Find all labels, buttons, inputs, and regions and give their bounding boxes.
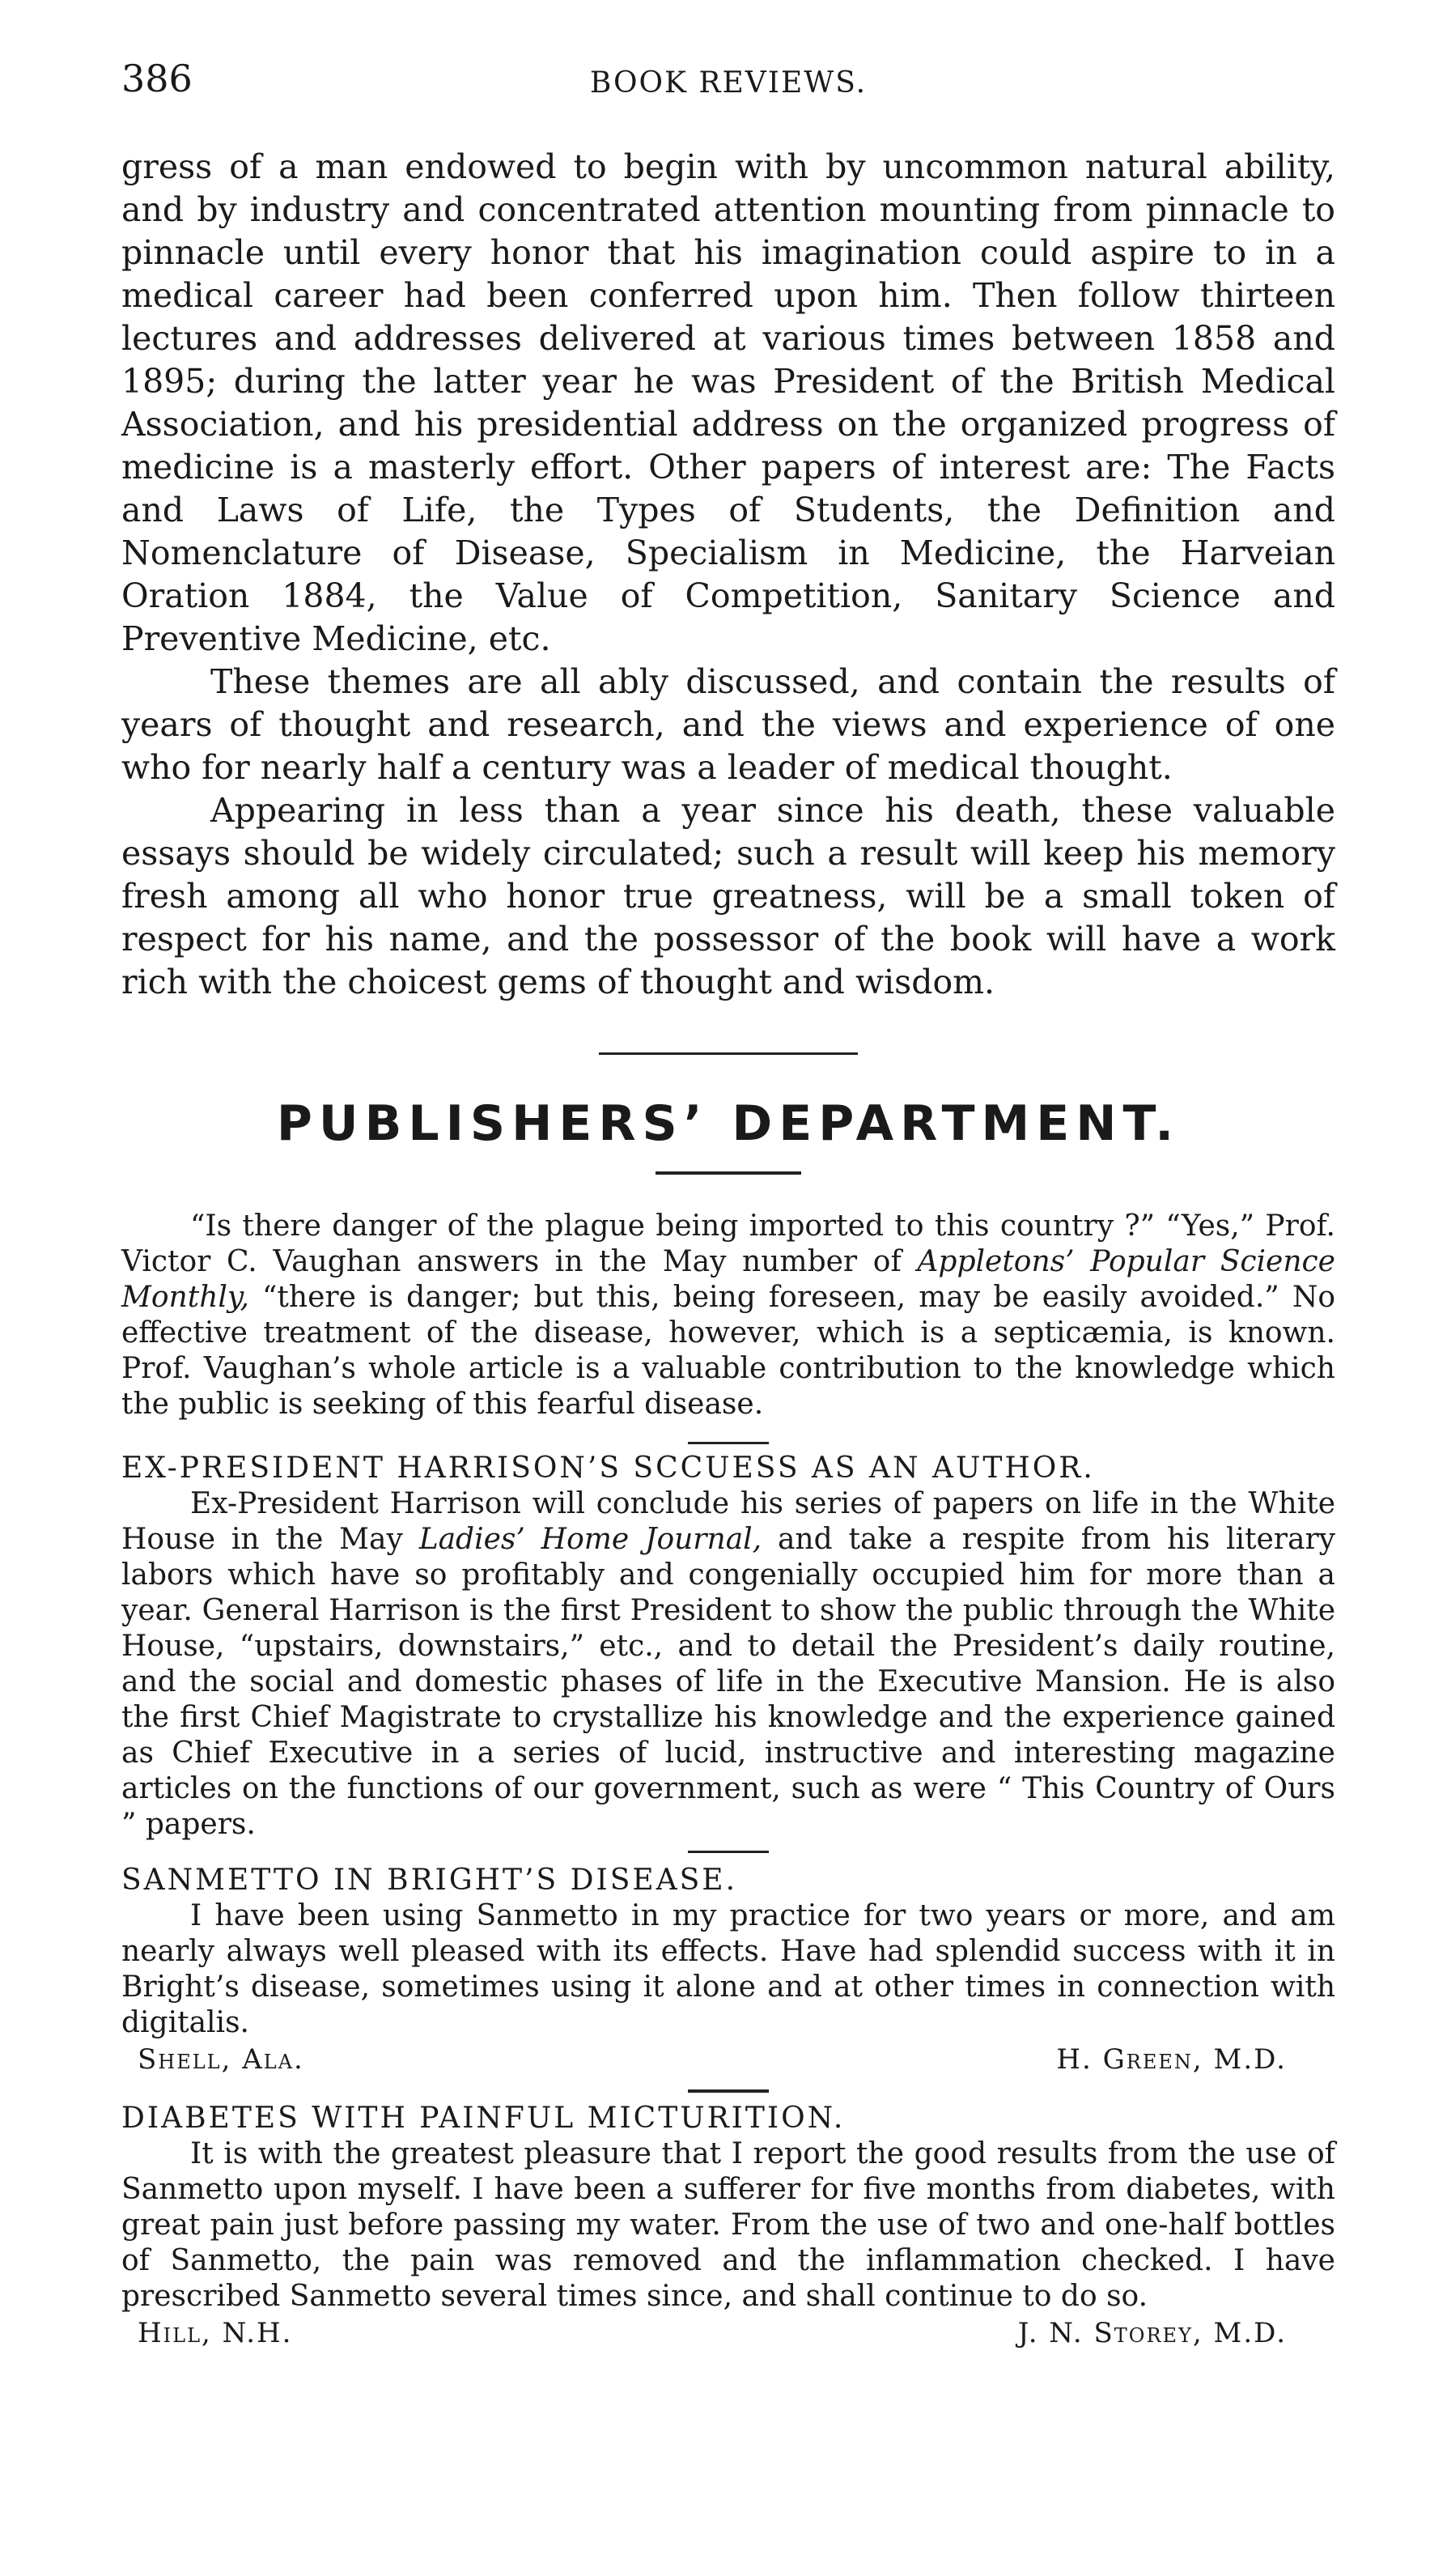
signature-author: J. N. Storey, M.D. [1017, 2317, 1287, 2349]
signature-place: Shell, Ala. [138, 2043, 304, 2076]
plague-paragraph [121, 1209, 1335, 1422]
section-heading: SANMETTO IN BRIGHT’S DISEASE. [121, 1864, 738, 1897]
signature-line [121, 2041, 1335, 2078]
review-paragraph: Appearing in less than a year since his death, these valuable essays should be widely circulated; such a result will keep his memory fresh among all who honor true greatness, will be a small token of respect for his name, and the possessor of the book will have a work rich with the choicest gems of thought and wisdom. [121, 791, 1335, 1001]
sanmetto-notice [121, 1863, 1335, 2078]
journal-title: Ladies’ Home Journal, [418, 1523, 762, 1556]
section-divider [688, 2089, 769, 2093]
section-divider [688, 1851, 769, 1853]
diabetes-notice [121, 2101, 1335, 2352]
harrison-paragraph [121, 1486, 1335, 1843]
plague-notice [121, 1209, 1335, 1422]
running-header [121, 57, 1335, 113]
signature-author: H. Green, M.D. [1056, 2043, 1287, 2076]
signature-place: Hill, N.H. [138, 2317, 293, 2349]
running-title: BOOK REVIEWS. [589, 66, 868, 100]
title-underline [656, 1171, 801, 1175]
sanmetto-paragraph: I have been using Sanmetto in my practice for two years or more, and am nearly always well pleased with its effects. Have had splendid success with it in Bright’s disease, sometimes using it alone and at other times in connection with digitalis. [121, 1899, 1335, 2039]
book-review-text [121, 146, 1335, 1004]
harrison-notice [121, 1451, 1335, 1843]
journal-title: Appletons’ Popular Science Monthly, [121, 1245, 1335, 1314]
section-heading: DIABETES WITH PAINFUL MICTURITION. [121, 2102, 846, 2135]
signature-line [121, 2315, 1335, 2352]
diabetes-paragraph: It is with the greatest pleasure that I report the good results from the use of Sanmetto upon myself. I have been a sufferer for five months from diabetes, with great pain just before passing my water. From the use of two and one-half bottles of Sanmetto, the pain was removed and the inflammation checked. I have prescribed Sanmetto several times since, and shall continue to do so. [121, 2137, 1335, 2313]
plague-text-a: “Is there danger of the plague being imported to this country ?” “Yes,” Prof. Victor C. Vaughan answers in the May number of [121, 1209, 1335, 1278]
review-paragraph: These themes are all ably discussed, and contain the results of years of thought and research, and the views and experience of one who for nearly half a century was a leader of medical thought. [121, 662, 1335, 787]
publishers-department-title: PUBLISHERS’ DEPARTMENT. [276, 1095, 1181, 1152]
section-heading: EX-PRESIDENT HARRISON’S SCCUESS AS AN AUTHOR. [121, 1452, 1095, 1485]
book-page [121, 57, 1335, 2352]
harrison-text-b: and take a respite from his literary labors which have so profitably and congenially occupied him for more than a year. General Harrison is the first President to show the public through the White House, “upstairs, downstairs,” etc., and to detail the President’s daily routine, and the social and domestic phases of life in the Executive Mansion. He is also the first Chief Magistrate to crystallize his knowledge and the experience gained as Chief Executive in a series of lucid, instructive and interesting magazine articles on the functions of our government, such as were “ This Country of Ours ” papers. [121, 1523, 1336, 1841]
section-divider [599, 1052, 858, 1055]
review-paragraph: gress of a man endowed to begin with by uncommon natural ability, and by industry and concentrated attention mounting from pinnacle to pinnacle until every honor that his imagination could aspire to in a medical career had been conferred upon him. Then follow thirteen lectures and addresses delivered at various times between 1858 and 1895; during the latter year he was President of the British Medical Association, and his presidential address on the organized progress of medicine is a masterly effort. Other papers of interest are: The Facts and Laws of Life, the Types of Students, the Definition and Nomenclature of Disease, Specialism in Medicine, the Harveian Oration 1884, the Value of Competition, Sanitary Science and Preventive Medicine, etc. [121, 147, 1335, 658]
plague-text-b: “there is danger; but this, being foreseen, may be easily avoided.” No effective treatment of the disease, however, which is a septicæmia, is known. Prof. Vaughan’s whole article is a valuable contribution to the knowledge which the public is seeking of this fearful disease. [121, 1281, 1335, 1421]
section-divider [688, 1442, 769, 1444]
harrison-text-a: Ex-President Harrison will conclude his series of papers on life in the White House in the May [121, 1487, 1335, 1556]
page-number: 386 [121, 57, 193, 100]
